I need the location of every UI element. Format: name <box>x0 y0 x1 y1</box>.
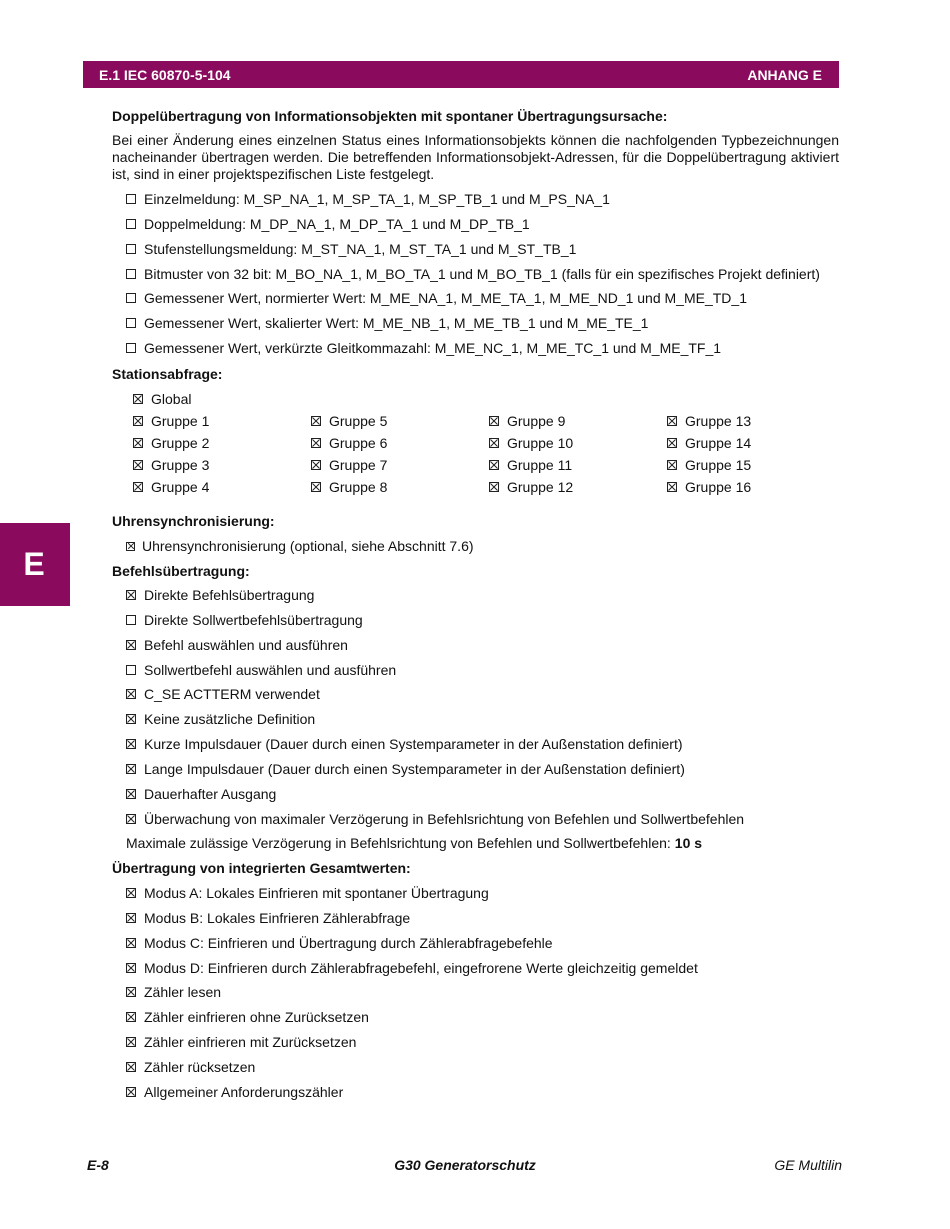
checked-box-icon <box>133 482 143 492</box>
footer-page-number: E-8 <box>87 1157 109 1173</box>
checkbox-label: Gruppe 5 <box>329 413 388 429</box>
checkbox-label: Modus A: Lokales Einfrieren mit spontaner Übertragung <box>144 885 489 901</box>
checked-box-icon <box>489 460 499 470</box>
checkbox-item[interactable] <box>126 189 610 209</box>
checkbox-label: Gemessener Wert, verkürzte Gleitkommazahl: M_ME_NC_1, M_ME_TC_1 und M_ME_TF_1 <box>144 340 722 357</box>
checkbox-group[interactable] <box>133 477 209 497</box>
checkbox-label: Zähler lesen <box>144 984 222 1001</box>
checkbox-item[interactable] <box>126 660 396 680</box>
checkbox-label: Sollwertbefehl auswählen und ausführen <box>144 661 397 678</box>
max-delay-line <box>126 833 702 853</box>
unchecked-box-icon <box>126 615 136 625</box>
checked-box-icon <box>667 460 677 470</box>
unchecked-box-icon <box>126 665 136 675</box>
checkbox-label: Einzelmeldung: M_SP_NA_1, M_SP_TA_1, M_SP_TB_1 und M_PS_NA_1 <box>144 191 610 207</box>
checkbox-item[interactable] <box>126 338 721 358</box>
checkbox-group[interactable] <box>667 477 751 497</box>
checked-box-icon <box>126 590 136 600</box>
checkbox-group[interactable] <box>311 477 387 497</box>
unchecked-box-icon <box>126 343 136 353</box>
checkbox-label: Zähler rücksetzen <box>144 1058 256 1075</box>
checkbox-group[interactable] <box>667 455 751 475</box>
checked-box-icon <box>133 438 143 448</box>
checkbox-item[interactable] <box>126 1032 356 1052</box>
checked-box-icon <box>667 416 677 426</box>
checkbox-label: Modus B: Lokales Einfrieren Zählerabfrage <box>144 909 411 926</box>
checkbox-group[interactable] <box>489 455 572 475</box>
checked-box-icon <box>126 1062 136 1072</box>
checkbox-label: Gruppe 3 <box>151 457 210 473</box>
checkbox-group[interactable] <box>667 433 751 453</box>
checkbox-label: Gruppe 7 <box>329 457 388 473</box>
checked-box-icon <box>126 1012 136 1022</box>
checkbox-icon <box>133 394 143 404</box>
checked-box-icon <box>126 764 136 774</box>
unchecked-box-icon <box>126 269 136 279</box>
checkbox-item[interactable] <box>126 288 747 308</box>
checkbox-group[interactable] <box>489 477 573 497</box>
max-delay-value: 10 s <box>674 835 703 851</box>
checkbox-label: Gruppe 9 <box>507 413 566 429</box>
checkbox-label: Befehl auswählen und ausführen <box>144 636 348 653</box>
heading-stationsabfrage: Stationsabfrage: <box>112 366 223 382</box>
checkbox-label: Gruppe 15 <box>685 457 752 473</box>
checkbox-label: Direkte Befehlsübertragung <box>144 587 315 603</box>
unchecked-box-icon <box>126 293 136 303</box>
checkbox-global[interactable] <box>133 389 191 409</box>
checked-box-icon <box>489 416 499 426</box>
checkbox-label: Gemessener Wert, skalierter Wert: M_ME_NB_1, M_ME_TB_1 und M_ME_TE_1 <box>144 315 649 332</box>
heading-gesamtwerte: Übertragung von integrierten Gesamtwerten: <box>112 860 411 876</box>
checkbox-group[interactable] <box>133 433 209 453</box>
checkbox-item[interactable] <box>126 635 348 655</box>
checkbox-label: Gruppe 2 <box>151 435 210 451</box>
checkbox-label: Modus C: Einfrieren und Übertragung durch Zählerabfragebefehle <box>144 934 553 951</box>
intro-paragraph: Bei einer Änderung eines einzelnen Status eines Informationsobjekts können die nachfolgenden Typbezeichnungen nacheinander übertragen werden. Die betreffenden Informationsobjekt-Adressen, für die Doppelübertragung aktiviert ist, sind in einer projektspezifischen Liste festgelegt. <box>112 132 839 182</box>
checkbox-label: Direkte Sollwertbefehlsübertragung <box>144 611 363 628</box>
checkbox-item[interactable] <box>126 784 276 804</box>
checkbox-label: Allgemeiner Anforderungszähler <box>144 1083 344 1100</box>
checkbox-item[interactable] <box>126 709 315 729</box>
checked-box-icon <box>126 714 136 724</box>
checked-box-icon <box>311 438 321 448</box>
checkbox-label: Überwachung von maximaler Verzögerung in Befehlsrichtung von Befehlen und Sollwertbefehlen <box>144 810 745 827</box>
checked-box-icon <box>126 938 136 948</box>
checkbox-group[interactable] <box>311 411 387 431</box>
checkbox-item[interactable] <box>126 1082 343 1102</box>
checked-box-icon <box>311 416 321 426</box>
checkbox-label: Gruppe 12 <box>507 479 574 495</box>
checked-box-icon <box>126 789 136 799</box>
checkbox-label: Doppelmeldung: M_DP_NA_1, M_DP_TA_1 und M_DP_TB_1 <box>144 215 530 232</box>
checkbox-item[interactable] <box>126 759 685 779</box>
checked-box-icon <box>126 814 136 824</box>
checkbox-label: Lange Impulsdauer (Dauer durch einen Systemparameter in der Außenstation definiert) <box>144 760 685 777</box>
checked-box-icon <box>126 640 136 650</box>
checkbox-label: Keine zusätzliche Definition <box>144 711 316 728</box>
checkbox-item[interactable] <box>126 908 410 928</box>
checkbox-label: Uhrensynchronisierung (optional, siehe Abschnitt 7.6) <box>142 538 474 554</box>
checkbox-item[interactable] <box>126 239 576 259</box>
checkbox-item[interactable] <box>126 684 320 704</box>
checkbox-label: C_SE ACTTERM verwendet <box>144 686 320 703</box>
checkbox-label: Bitmuster von 32 bit: M_BO_NA_1, M_BO_TA_1 und M_BO_TB_1 (falls für ein spezifisches Projekt definiert) <box>144 265 820 282</box>
checkbox-item[interactable] <box>126 1007 369 1027</box>
heading-uhrensynchronisierung: Uhrensynchronisierung: <box>112 513 275 529</box>
checked-box-icon <box>126 987 136 997</box>
checked-box-icon <box>126 739 136 749</box>
unchecked-box-icon <box>126 194 136 204</box>
checkbox-label: Zähler einfrieren ohne Zurücksetzen <box>144 1009 369 1026</box>
checkbox-label: Gemessener Wert, normierter Wert: M_ME_NA_1, M_ME_TA_1, M_ME_ND_1 und M_ME_TD_1 <box>144 290 747 307</box>
checked-box-icon <box>489 482 499 492</box>
checkbox-label: Gruppe 13 <box>685 413 752 429</box>
checked-box-icon <box>126 542 135 551</box>
checkbox-label: Modus D: Einfrieren durch Zählerabfragebefehl, eingefrorene Werte gleichzeitig gemeldet <box>144 959 698 976</box>
checkbox-label: Gruppe 11 <box>507 457 573 473</box>
checked-box-icon <box>126 689 136 699</box>
checked-box-icon <box>489 438 499 448</box>
checkbox-group[interactable] <box>489 411 565 431</box>
checkbox-group[interactable] <box>133 411 209 431</box>
heading-doppeluebertragung: Doppelübertragung von Informationsobjekten mit spontaner Übertragungsursache: <box>112 108 668 124</box>
checkbox-item[interactable] <box>126 214 530 234</box>
checkbox-label: Gruppe 6 <box>329 435 388 451</box>
checkbox-group[interactable] <box>667 411 751 431</box>
checkbox-label: Stufenstellungsmeldung: M_ST_NA_1, M_ST_TA_1 und M_ST_TB_1 <box>144 240 577 257</box>
checkbox-item[interactable] <box>126 536 474 556</box>
checked-box-icon <box>667 438 677 448</box>
checkbox-label: Global <box>151 391 192 407</box>
checked-box-icon <box>126 1037 136 1047</box>
chapter-tab: E <box>0 523 70 606</box>
section-header-bar <box>83 61 839 88</box>
checkbox-item[interactable] <box>126 883 489 903</box>
checkbox-label: Gruppe 8 <box>329 479 388 495</box>
heading-befehlsuebertragung: Befehlsübertragung: <box>112 563 250 579</box>
checked-box-icon <box>667 482 677 492</box>
checked-box-icon <box>126 888 136 898</box>
checkbox-label: Dauerhafter Ausgang <box>144 785 277 802</box>
checked-box-icon <box>126 963 136 973</box>
checkbox-label: Kurze Impulsdauer (Dauer durch einen Systemparameter in der Außenstation definiert) <box>144 736 683 753</box>
section-title: E.1 IEC 60870-5-104 <box>99 66 231 83</box>
checked-box-icon <box>311 482 321 492</box>
checkbox-item[interactable] <box>126 734 683 754</box>
checkbox-label: Gruppe 1 <box>151 413 210 429</box>
unchecked-box-icon <box>126 219 136 229</box>
max-delay-text: Maximale zulässige Verzögerung in Befehlsrichtung von Befehlen und Sollwertbefehlen: <box>126 835 671 851</box>
checkbox-item[interactable] <box>126 809 744 829</box>
checkbox-item[interactable] <box>126 982 221 1002</box>
footer-product: G30 Generatorschutz <box>394 1157 536 1173</box>
checkbox-item[interactable] <box>126 585 314 605</box>
checkbox-label: Gruppe 14 <box>685 435 752 451</box>
checkbox-label: Gruppe 4 <box>151 479 210 495</box>
checkbox-label: Gruppe 10 <box>507 435 574 451</box>
appendix-title: ANHANG E <box>747 66 822 83</box>
checked-box-icon <box>126 913 136 923</box>
checkbox-group[interactable] <box>311 455 387 475</box>
checkbox-item[interactable] <box>126 610 363 630</box>
checkbox-label: Zähler einfrieren mit Zurücksetzen <box>144 1034 357 1051</box>
checkbox-item[interactable] <box>126 933 553 953</box>
checkbox-item[interactable] <box>126 1057 255 1077</box>
checkbox-group[interactable] <box>489 433 573 453</box>
checkbox-group[interactable] <box>311 433 387 453</box>
checked-box-icon <box>133 460 143 470</box>
unchecked-box-icon <box>126 244 136 254</box>
checkbox-label: Gruppe 16 <box>685 479 752 495</box>
checkbox-item[interactable] <box>126 264 820 284</box>
checked-box-icon <box>126 1087 136 1097</box>
checkbox-item[interactable] <box>126 958 698 978</box>
unchecked-box-icon <box>126 318 136 328</box>
checkbox-item[interactable] <box>126 313 648 333</box>
checkbox-group[interactable] <box>133 455 209 475</box>
footer-company: GE Multilin <box>774 1157 842 1173</box>
checked-box-icon <box>133 416 143 426</box>
checked-box-icon <box>311 460 321 470</box>
